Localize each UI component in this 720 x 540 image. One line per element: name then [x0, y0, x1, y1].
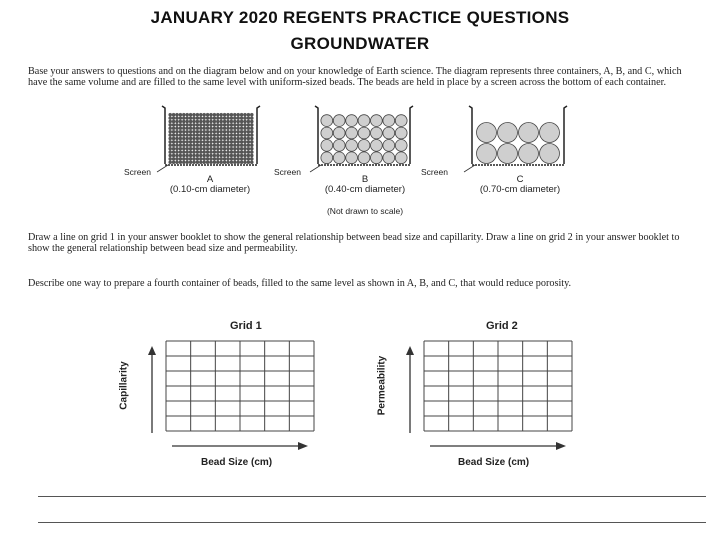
- container-b-letter: B: [361, 174, 369, 185]
- grid-2[interactable]: [423, 340, 573, 432]
- container-a-letter: A: [206, 174, 214, 185]
- grid-2-y-arrow: [404, 345, 416, 435]
- grid-2-title: Grid 2: [486, 320, 518, 332]
- grid-1-y-arrow: [146, 345, 158, 435]
- grid-1[interactable]: [165, 340, 315, 432]
- answer-line-1[interactable]: [38, 496, 706, 497]
- container-a-diameter: (0.10-cm diameter): [169, 184, 251, 195]
- describe-instructions: Describe one way to prepare a fourth container of beads, filled to the same level as shown in A, B, and C, that would reduce porosity.: [28, 278, 572, 289]
- container-c-screen-label: Screen: [421, 167, 448, 177]
- grid-2-y-label: Permeability: [376, 355, 388, 416]
- container-b-screen-label: Screen: [274, 167, 301, 177]
- grid-1-x-label: Bead Size (cm): [201, 457, 273, 468]
- container-b-diameter: (0.40-cm diameter): [324, 184, 406, 195]
- container-c-diameter: (0.70-cm diameter): [479, 184, 561, 195]
- grid-1-x-arrow: [170, 440, 310, 452]
- answer-line-2[interactable]: [38, 522, 706, 523]
- grid-2-x-arrow: [428, 440, 568, 452]
- grid-1-y-label: Capillarity: [118, 361, 130, 410]
- page-title: JANUARY 2020 REGENTS PRACTICE QUESTIONS: [150, 8, 570, 27]
- container-a-screen-label: Screen: [124, 167, 151, 177]
- container-c-letter: C: [516, 174, 524, 185]
- draw-instructions: Draw a line on grid 1 in your answer booklet to show the general relationship between bead size and capillarity. Draw a line on grid 2 in your answer booklet to show the general relationship between bead size and permeability.: [28, 232, 680, 254]
- intro-paragraph: Base your answers to questions and on the diagram below and on your knowledge of Earth science. The diagram represents three containers, A, B, and C, which have the same volume and are filled to the same level with uniform-sized beads. The beads are held in place by a screen across the bottom of each container.: [28, 66, 682, 88]
- grid-1-title: Grid 1: [230, 320, 262, 332]
- container-b: [310, 106, 413, 172]
- grid-2-x-label: Bead Size (cm): [458, 457, 530, 468]
- container-c: [464, 106, 567, 172]
- scale-note: (Not drawn to scale): [326, 206, 404, 216]
- container-a: [157, 106, 260, 172]
- page-subtitle: GROUNDWATER: [290, 34, 430, 53]
